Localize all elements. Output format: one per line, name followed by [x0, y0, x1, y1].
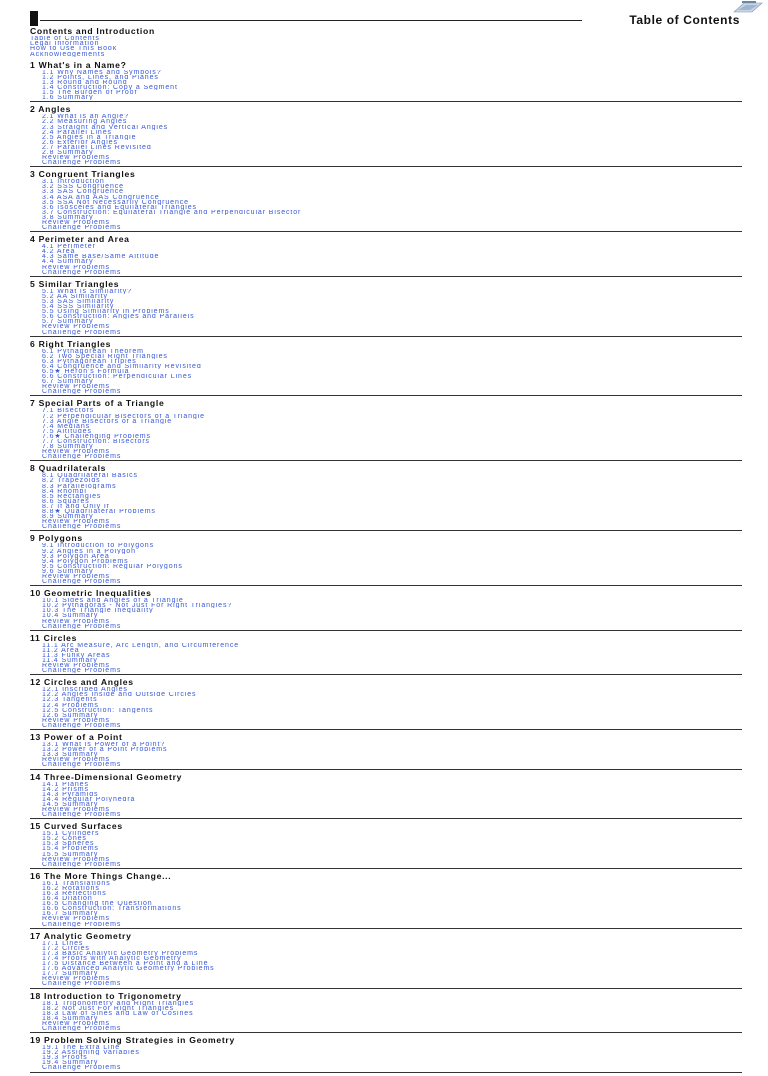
toc-entry-link[interactable]: 18.2 Not Just For Right Triangles: [42, 1005, 175, 1011]
toc-entry-link[interactable]: 7.2 Perpendicular Bisectors of a Triangle: [42, 413, 205, 419]
toc-entry-link[interactable]: 3.8 Summary: [42, 214, 94, 220]
toc-entry-link[interactable]: 5.7 Summary: [42, 319, 94, 325]
toc-section: [30, 589, 742, 631]
toc-entry-link[interactable]: 18.1 Trigonometry and Right Triangles: [42, 1000, 194, 1006]
section-entries: [30, 70, 742, 101]
section-title: 13 Power of a Point: [30, 732, 123, 743]
toc-section: [30, 340, 742, 397]
toc-entry-link[interactable]: Review Problems: [42, 976, 110, 982]
toc-entry-link[interactable]: 7.6★ Challenging Problems: [42, 433, 151, 439]
toc-section: [30, 27, 742, 58]
toc-entry-link[interactable]: 2.7 Parallel Lines Revisited: [42, 144, 152, 150]
toc-entry-link[interactable]: Challenge Problems: [42, 861, 122, 867]
section-entries: [30, 114, 742, 165]
section-entries: [30, 687, 742, 728]
toc-entry-link[interactable]: 8.4 Rhombi: [42, 488, 87, 494]
toc-entry-link[interactable]: 10.2 Pythagoras - Not Just For Right Triangles?: [42, 603, 233, 609]
toc-section: [30, 872, 742, 929]
toc-entry-link[interactable]: Review Problems: [42, 618, 110, 624]
toc-entry-link[interactable]: 19.3 Proofs: [42, 1055, 88, 1061]
toc-entry-link[interactable]: 17.7 Summary: [42, 971, 99, 977]
toc-entry-link[interactable]: 8.5 Rectangles: [42, 493, 102, 499]
section-entries: [30, 179, 742, 230]
toc-entry-link[interactable]: 13.1 What is Power of a Point?: [42, 742, 166, 748]
toc-entry-link[interactable]: 5.1 What is Similarity?: [42, 288, 132, 294]
toc-entry-link[interactable]: 18.3 Law of Sines and Law of Cosines: [42, 1010, 194, 1016]
toc-section: [30, 399, 742, 461]
section-entries: [30, 1001, 742, 1032]
toc-entry-link[interactable]: 17.5 Distance Between a Point and a Line: [42, 961, 209, 967]
toc-entry-link[interactable]: 19.1 The Extra Line: [42, 1045, 121, 1051]
toc-entry-link[interactable]: 1.3 Round and Round: [42, 79, 128, 86]
section-title: 9 Polygons: [30, 533, 83, 544]
toc-section: [30, 678, 742, 730]
toc-entry-link[interactable]: 9.6 Summary: [42, 568, 94, 574]
toc-entry-link[interactable]: 7.3 Angle Bisectors of a Triangle: [42, 418, 173, 424]
section-entries: [30, 473, 742, 529]
toc-entry-link[interactable]: 14.2 Prisms: [42, 786, 89, 792]
toc-entry-link[interactable]: 1.2 Points, Lines, and Planes: [42, 74, 159, 80]
toc-entry-link[interactable]: 2.5 Angles in a Triangle: [42, 134, 137, 140]
toc-entry-link[interactable]: 7.1 Bisectors: [42, 408, 95, 414]
section-title: 11 Circles: [30, 632, 78, 643]
section-entries: [30, 244, 742, 275]
toc-section: [30, 464, 742, 531]
section-entries: [30, 831, 742, 867]
toc-entry-link[interactable]: 3.2 SSS Congruence: [42, 184, 124, 190]
toc-entry-link[interactable]: 12.2 Angles Inside and Outside Circles: [42, 692, 197, 698]
toc-entry-link[interactable]: 5.5 Using Similarity in Problems: [42, 309, 170, 315]
toc-entry-link[interactable]: How to Use This Book: [30, 46, 118, 52]
toc-entry-link[interactable]: 2.4 Parallel Lines: [42, 129, 112, 135]
toc-entry-link[interactable]: Review Problems: [42, 573, 110, 580]
header-marker-bar: [30, 11, 38, 26]
toc-entry-link[interactable]: 18.4 Summary: [42, 1015, 99, 1021]
toc-entry-link[interactable]: Challenge Problems: [42, 389, 122, 395]
toc-entry-link[interactable]: 1.6 Summary: [42, 95, 94, 101]
toc-entry-link[interactable]: 10.4 Summary: [42, 613, 99, 619]
section-entries: [30, 408, 742, 459]
toc-entry-link[interactable]: 17.1 Lines: [42, 940, 84, 946]
toc-entry-link[interactable]: Review Problems: [42, 449, 110, 455]
toc-section: [30, 235, 742, 277]
toc-entry-link[interactable]: 12.3 Tangents: [42, 697, 98, 703]
section-entries: [30, 1045, 742, 1070]
toc-entry-link[interactable]: Challenge Problems: [42, 1065, 122, 1071]
section-entries: [30, 289, 742, 335]
toc-entry-link[interactable]: 16.5 Changing the Question: [42, 901, 153, 907]
toc-entry-link[interactable]: 4.4 Summary: [42, 259, 94, 265]
toc-entry-link[interactable]: 8.3 Parallelograms: [42, 483, 117, 489]
toc-entry-link[interactable]: 4.3 Same Base/Same Altitude: [42, 254, 160, 260]
section-title: 4 Perimeter and Area: [30, 234, 130, 245]
toc-entry-link[interactable]: 16.3 Reflections: [42, 891, 107, 897]
section-title: 10 Geometric Inequalities: [30, 588, 152, 599]
page-title: Table of Contents: [629, 13, 740, 27]
section-entries: [30, 941, 742, 987]
toc-entry-link[interactable]: 8.7 If and Only If: [42, 503, 110, 510]
toc-entry-link[interactable]: 10.3 The Triangle Inequality: [42, 608, 154, 614]
toc-entry-link[interactable]: Review Problems: [42, 757, 110, 763]
toc-entry-link[interactable]: 15.2 Cones: [42, 836, 87, 842]
toc-entry-link[interactable]: 8.1 Quadrilateral Basics: [42, 473, 138, 479]
toc-entry-link[interactable]: 16.6 Construction: Transformations: [42, 906, 182, 912]
toc-entry-link[interactable]: 2.1 What is an Angle?: [42, 114, 129, 120]
toc-entry-link[interactable]: Review Problems: [42, 806, 110, 813]
toc-entry-link[interactable]: 1.1 Why Names and Symbols?: [42, 69, 162, 75]
publisher-logo-icon: [730, 0, 766, 14]
toc-section: [30, 822, 742, 869]
toc-entry-link[interactable]: Review Problems: [42, 384, 110, 390]
toc-entry-link[interactable]: Acknowledgements: [30, 51, 106, 57]
toc-entry-link[interactable]: 12.4 Problems: [42, 702, 99, 708]
section-title: 1 What's in a Name?: [30, 59, 127, 70]
toc-entry-link[interactable]: 3.3 SAS Congruence: [42, 189, 124, 195]
toc-entry-link[interactable]: Challenge Problems: [42, 579, 122, 585]
toc-entry-link[interactable]: Review Problems: [42, 264, 110, 270]
section-title: 12 Circles and Angles: [30, 677, 134, 688]
toc-entry-link[interactable]: 5.6 Construction: Angles and Parallels: [42, 314, 195, 320]
toc-entry-link[interactable]: 11.3 Funky Areas: [42, 652, 111, 658]
section-entries: [30, 36, 742, 57]
toc-entry-link[interactable]: 9.4 Polygon Problems: [42, 558, 129, 564]
toc-entry-link[interactable]: Review Problems: [42, 916, 110, 922]
toc-entry-link[interactable]: 4.1 Perimeter: [42, 244, 96, 250]
section-title: 3 Congruent Triangles: [30, 169, 136, 180]
toc-entry-link[interactable]: 14.5 Summary: [42, 801, 99, 807]
toc-section: [30, 61, 742, 103]
toc-entry-link[interactable]: 3.6 Isosceles and Equilateral Triangles: [42, 204, 197, 210]
toc-entry-link[interactable]: 5.3 SAS Similarity: [42, 298, 115, 305]
toc-entry-link[interactable]: 7.4 Medians: [42, 423, 91, 429]
toc-entry-link[interactable]: 11.4 Summary: [42, 658, 98, 664]
section-title: 6 Right Triangles: [30, 338, 112, 349]
toc-entry-link[interactable]: 9.1 Introduction to Polygons: [42, 543, 154, 549]
toc-entry-link[interactable]: Challenge Problems: [42, 668, 122, 674]
toc-entry-link[interactable]: 5.4 SSS Similarity: [42, 304, 115, 310]
toc-entry-link[interactable]: 13.2 Power of a Point Problems: [42, 747, 168, 753]
toc-entry-link[interactable]: 8.8★ Quadrilateral Problems: [42, 509, 156, 515]
toc-section: [30, 534, 742, 586]
toc-entry-link[interactable]: 12.6 Summary: [42, 712, 99, 718]
toc-section: [30, 634, 742, 676]
toc-section: [30, 1036, 742, 1072]
toc-entry-link[interactable]: Challenge Problems: [42, 524, 122, 530]
toc-entry-link[interactable]: 12.1 Inscribed Angles: [42, 687, 128, 693]
toc-entry-link[interactable]: 15.3 Spheres: [42, 841, 95, 847]
toc-entry-link[interactable]: Challenge Problems: [42, 329, 122, 335]
toc-entry-link[interactable]: 8.6 Squares: [42, 498, 90, 504]
toc-entry-link[interactable]: 8.9 Summary: [42, 514, 94, 520]
toc-entry-link[interactable]: 19.4 Summary: [42, 1060, 99, 1066]
toc-entry-link[interactable]: 6.1 Pythagorean Theorem: [42, 348, 144, 354]
toc-entry-link[interactable]: 15.4 Problems: [42, 846, 99, 852]
toc-entry-link[interactable]: 16.4 Dilation: [42, 896, 93, 902]
toc-entry-link[interactable]: Review Problems: [42, 324, 110, 330]
toc-entry-link[interactable]: 7.7 Construction: Bisectors: [42, 439, 150, 445]
toc-entry-link[interactable]: 2.3 Straight and Vertical Angles: [42, 124, 169, 130]
toc-section: [30, 733, 742, 769]
toc-entry-link[interactable]: 4.2 Area: [42, 249, 76, 255]
toc-entry-link[interactable]: 9.3 Polygon Area: [42, 553, 110, 559]
toc-entry-link[interactable]: 13.3 Summary: [42, 752, 99, 758]
section-title: 7 Special Parts of a Triangle: [30, 398, 165, 409]
section-entries: [30, 643, 742, 674]
toc-entry-link[interactable]: 7.5 Altitudes: [42, 428, 92, 434]
toc-entry-link[interactable]: 1.5 The Burden of Proof: [42, 90, 138, 96]
toc-entry-link[interactable]: 19.2 Assigning Variables: [42, 1050, 140, 1056]
toc-entry-link[interactable]: 6.7 Summary: [42, 379, 94, 385]
toc-entry-link[interactable]: 15.5 Summary: [42, 851, 99, 857]
toc-entry-link[interactable]: Challenge Problems: [42, 762, 122, 768]
toc-section: [30, 170, 742, 232]
section-title: Contents and Introduction: [30, 26, 155, 36]
toc-entry-link[interactable]: Table of Contents: [30, 36, 100, 42]
toc-entry-link[interactable]: 9.2 Angles in a Polygon: [42, 548, 136, 554]
toc-entry-link[interactable]: Review Problems: [42, 1020, 110, 1026]
toc-section: [30, 932, 742, 989]
section-title: 19 Problem Solving Strategies in Geometry: [30, 1035, 235, 1046]
toc-entry-link[interactable]: 6.4 Congruence and Similarity Revisited: [42, 363, 202, 369]
toc-entry-link[interactable]: 1.4 Construction: Copy a Segment: [42, 85, 178, 91]
toc-entry-link[interactable]: Review Problems: [42, 717, 110, 723]
toc-entry-link[interactable]: 17.2 Circles: [42, 945, 90, 951]
toc-entry-link[interactable]: 3.1 Introduction: [42, 179, 105, 185]
toc-entry-link[interactable]: 16.7 Summary: [42, 911, 99, 917]
section-title: 2 Angles: [30, 104, 72, 115]
toc-entry-link[interactable]: 17.3 Basic Analytic Geometry Problems: [42, 950, 199, 956]
section-title: 16 The More Things Change...: [30, 870, 172, 881]
toc-entry-link[interactable]: 3.7 Construction: Equilateral Triangle and Perpendicular Bisector: [42, 209, 302, 215]
toc-entry-link[interactable]: Review Problems: [42, 663, 110, 669]
section-title: 14 Three-Dimensional Geometry: [30, 771, 183, 782]
toc-section: [30, 105, 742, 167]
section-entries: [30, 543, 742, 584]
table-of-contents: [30, 27, 742, 1076]
toc-entry-link[interactable]: 12.5 Construction: Tangents: [42, 707, 154, 713]
toc-entry-link[interactable]: Challenge Problems: [42, 225, 122, 231]
toc-section: [30, 773, 742, 820]
header-rule: [40, 20, 582, 21]
section-title: 8 Quadrilaterals: [30, 463, 107, 474]
toc-entry-link[interactable]: 15.1 Cylinders: [42, 831, 100, 837]
section-title: 17 Analytic Geometry: [30, 930, 132, 941]
toc-entry-link[interactable]: 2.2 Measuring Angles: [42, 119, 128, 125]
toc-entry-link[interactable]: 14.1 Planes: [42, 781, 89, 787]
toc-entry-link[interactable]: 6.5★ Heron's Formula: [42, 368, 130, 375]
toc-entry-link[interactable]: 6.3 Pythagorean Triples: [42, 358, 137, 364]
toc-entry-link[interactable]: 16.2 Rotations: [42, 885, 100, 891]
toc-entry-link[interactable]: 14.4 Regular Polyhedra: [42, 796, 136, 802]
toc-entry-link[interactable]: Challenge Problems: [42, 454, 122, 460]
section-entries: [30, 598, 742, 629]
section-title: 18 Introduction to Trigonometry: [30, 990, 182, 1001]
toc-entry-link[interactable]: 16.1 Translations: [42, 880, 111, 886]
toc-section: [30, 280, 742, 337]
toc-entry-link[interactable]: 6.2 Two Special Right Triangles: [42, 353, 168, 359]
toc-entry-link[interactable]: 10.1 Sides and Angles of a Triangle: [42, 598, 184, 604]
toc-entry-link[interactable]: 9.5 Construction: Regular Polygons: [42, 563, 183, 569]
toc-entry-link[interactable]: Challenge Problems: [42, 1025, 122, 1032]
section-entries: [30, 782, 742, 818]
toc-entry-link[interactable]: Challenge Problems: [42, 160, 122, 166]
section-entries: [30, 349, 742, 395]
toc-entry-link[interactable]: Challenge Problems: [42, 812, 122, 818]
toc-entry-link[interactable]: 6.6 Construction: Perpendicular Lines: [42, 374, 193, 380]
toc-entry-link[interactable]: Review Problems: [42, 220, 110, 226]
section-entries: [30, 742, 742, 767]
toc-entry-link[interactable]: Challenge Problems: [42, 921, 122, 927]
toc-entry-link[interactable]: Legal Information: [30, 41, 100, 47]
toc-entry-link[interactable]: 2.6 Exterior Angles: [42, 139, 118, 145]
section-title: 15 Curved Surfaces: [30, 821, 123, 832]
toc-entry-link[interactable]: Challenge Problems: [42, 722, 122, 729]
toc-section: [30, 992, 742, 1034]
toc-entry-link[interactable]: 7.8 Summary: [42, 444, 94, 450]
toc-entry-link[interactable]: 17.4 Proofs with Analytic Geometry: [42, 955, 182, 962]
toc-entry-link[interactable]: Review Problems: [42, 519, 110, 525]
toc-entry-link[interactable]: 5.2 AA Similarity: [42, 293, 108, 299]
toc-entry-link[interactable]: 14.3 Pyramids: [42, 791, 99, 797]
toc-entry-link[interactable]: 11.2 Area: [42, 647, 80, 653]
toc-entry-link[interactable]: Challenge Problems: [42, 269, 122, 275]
toc-entry-link[interactable]: 3.4 ASA and AAS Congruence: [42, 194, 160, 200]
toc-entry-link[interactable]: Challenge Problems: [42, 981, 122, 987]
toc-entry-link[interactable]: 3.5 SSA Not Necessarily Congruence: [42, 199, 189, 205]
toc-entry-link[interactable]: 8.2 Trapezoids: [42, 478, 101, 484]
section-title: 5 Similar Triangles: [30, 278, 120, 289]
toc-entry-link[interactable]: Challenge Problems: [42, 623, 122, 629]
toc-entry-link[interactable]: 11.1 Arc Measure, Arc Length, and Circumference: [42, 642, 240, 648]
toc-entry-link[interactable]: Review Problems: [42, 856, 110, 862]
section-entries: [30, 881, 742, 927]
page-header: [30, 8, 750, 26]
toc-entry-link[interactable]: 2.8 Summary: [42, 149, 94, 156]
toc-entry-link[interactable]: 17.6 Advanced Analytic Geometry Problems: [42, 966, 215, 972]
toc-entry-link[interactable]: Review Problems: [42, 155, 110, 161]
